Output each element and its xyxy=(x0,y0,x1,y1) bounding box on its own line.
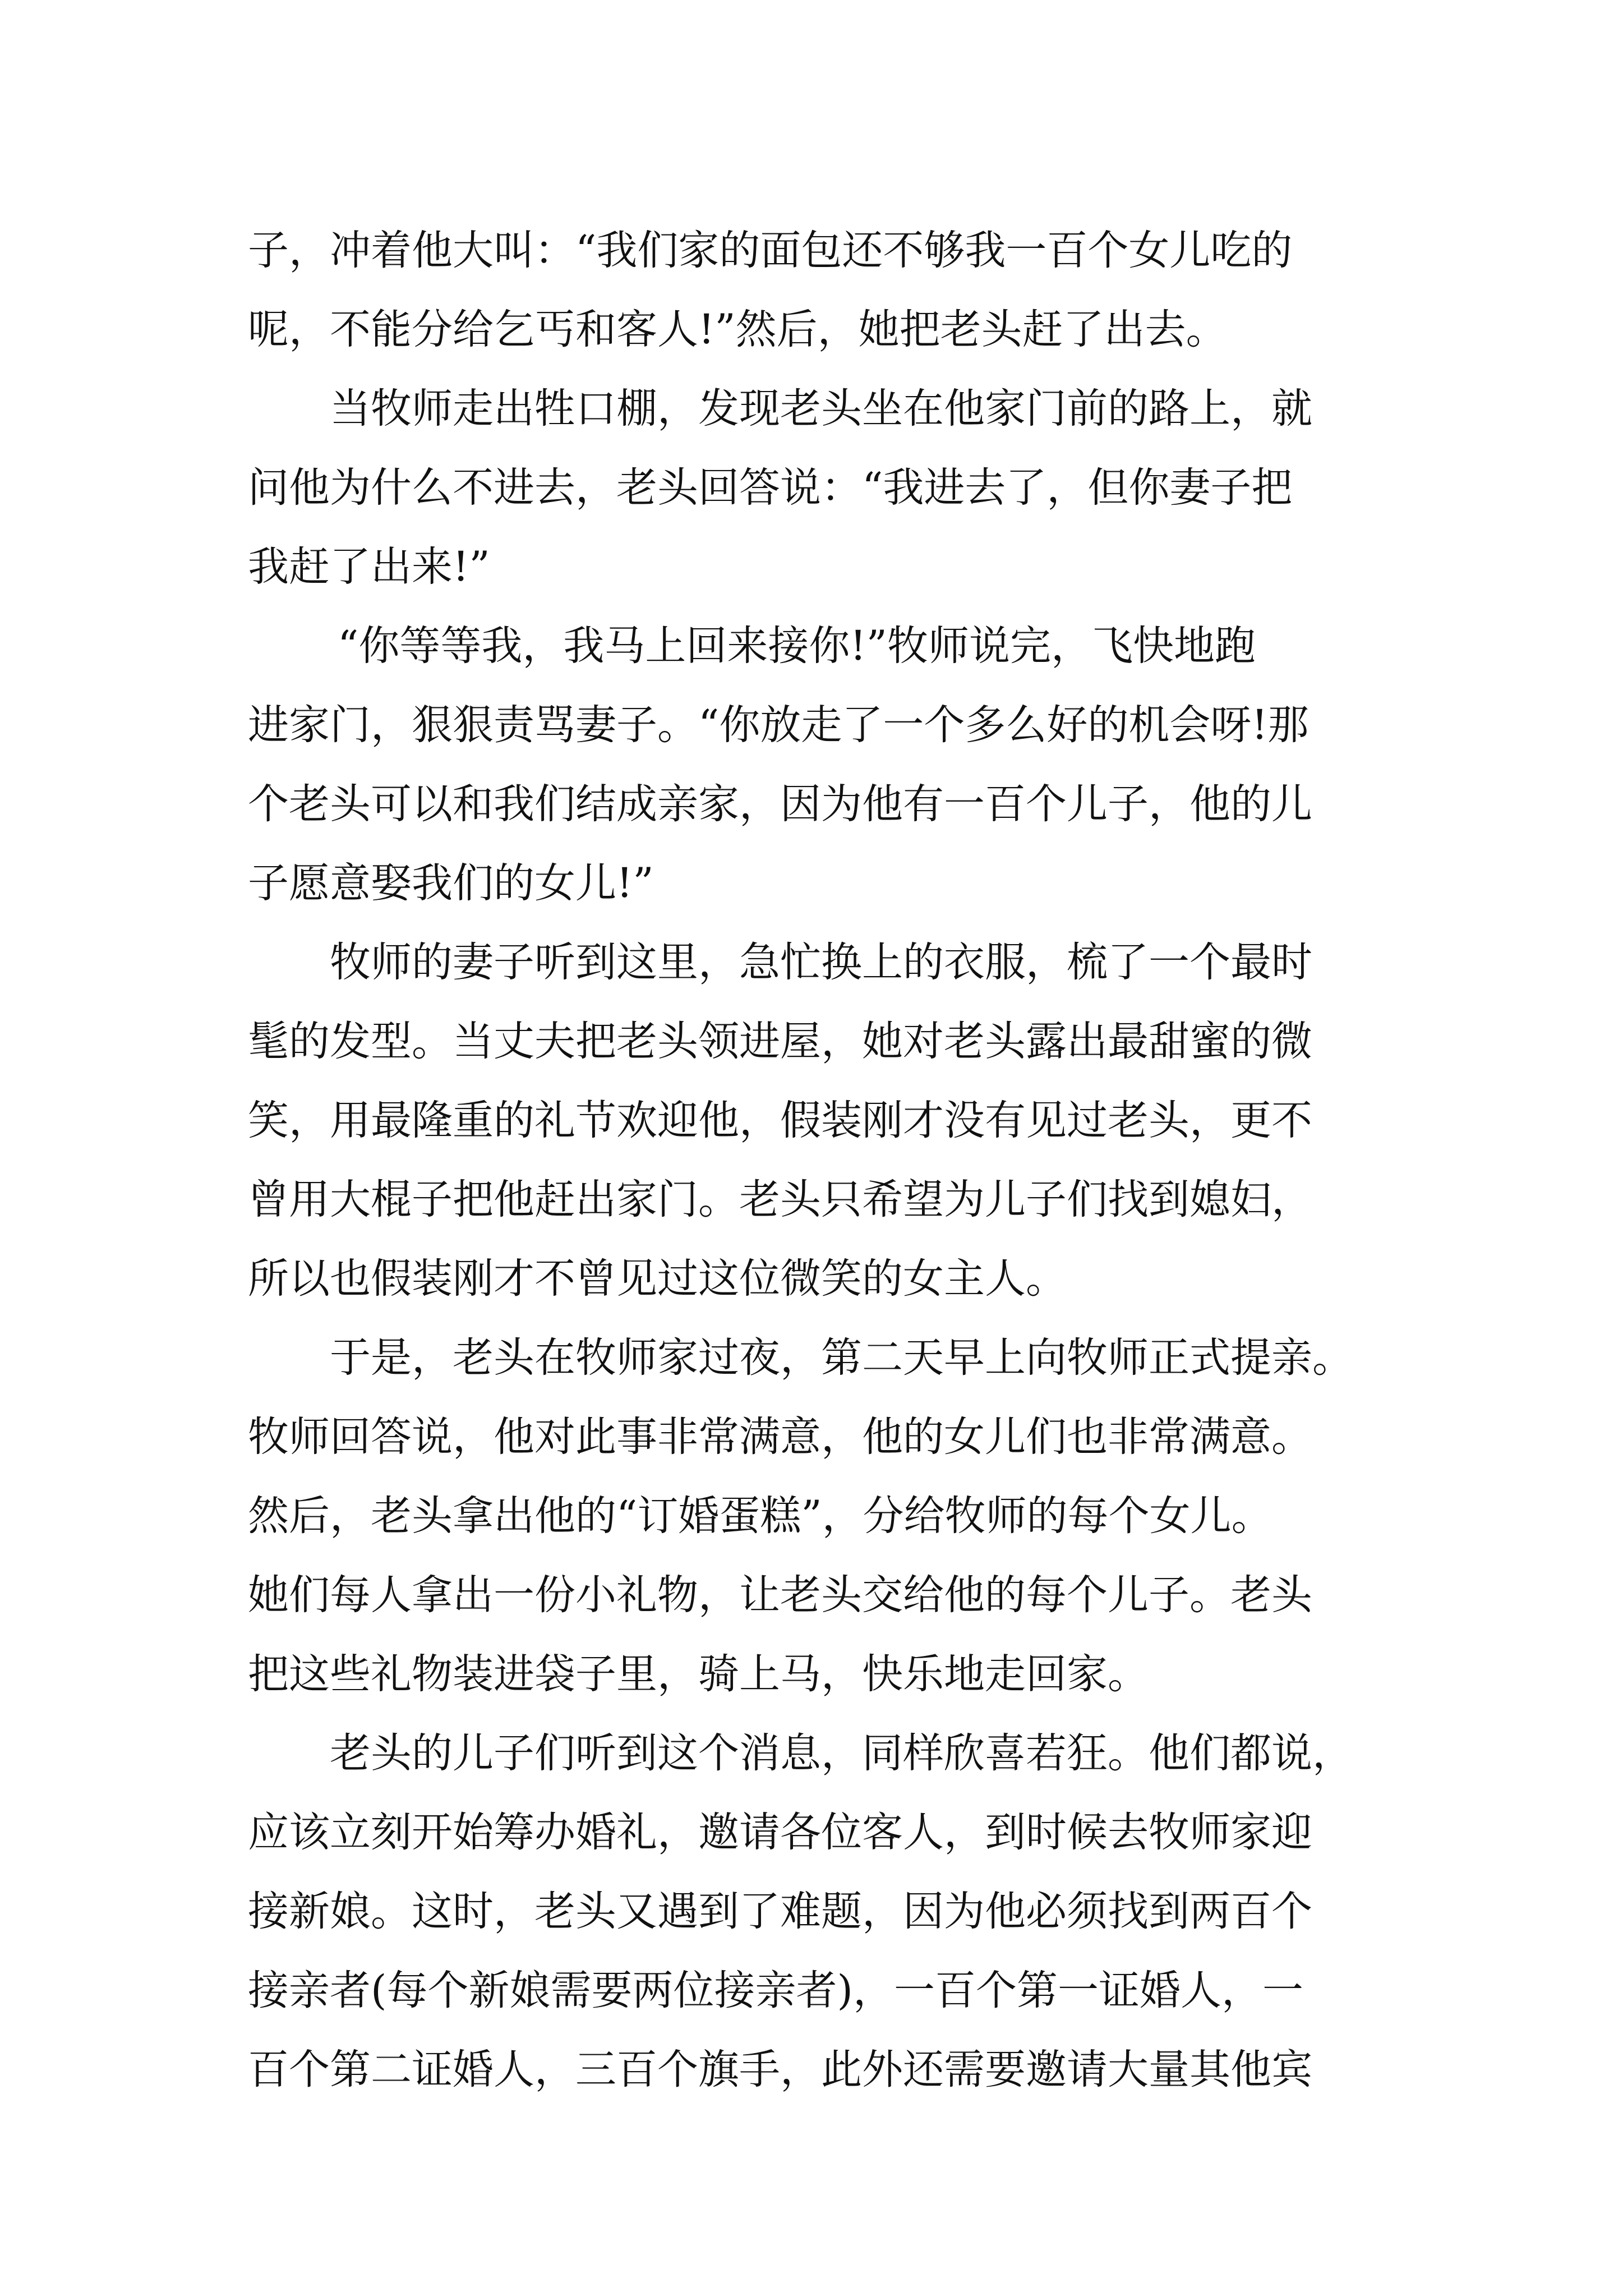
text-line: 然后，老头拿出他的“订婚蛋糕”，分给牧师的每个女儿。 xyxy=(248,1492,1272,1540)
text-line: 髦的发型。当丈夫把老头领进屋，她对老头露出最甜蜜的微 xyxy=(248,1018,1312,1065)
text-line: 接新娘。这时，老头又遇到了难题，因为他必须找到两百个 xyxy=(248,1888,1312,1935)
text-line: 应该立刻开始筹办婚礼，邀请各位客人，到时候去牧师家迎 xyxy=(248,1809,1312,1856)
text-line: 她们每人拿出一份小礼物，让老头交给他的每个儿子。老头 xyxy=(248,1571,1312,1619)
text-line: 进家门，狠狠责骂妻子。“你放走了一个多么好的机会呀!那 xyxy=(248,701,1309,749)
text-line: 百个第二证婚人，三百个旗手，此外还需要邀请大量其他宾 xyxy=(248,2046,1312,2093)
text-line: 接亲者(每个新娘需要两位接亲者)，一百个第一证婚人，一 xyxy=(248,1967,1303,2014)
paragraph-start-line: 于是，老头在牧师家过夜，第二天早上向牧师正式提亲。 xyxy=(330,1334,1353,1382)
text-line: 个老头可以和我们结成亲家，因为他有一百个儿子，他的儿 xyxy=(248,780,1312,828)
paragraph-start-line: “你等等我，我马上回来接你!”牧师说完，飞快地跑 xyxy=(338,622,1256,670)
text-line: 问他为什么不进去，老头回答说：“我进去了，但你妻子把 xyxy=(248,464,1293,512)
text-line: 子愿意娶我们的女儿!” xyxy=(248,859,654,907)
text-line: 牧师回答说，他对此事非常满意，他的女儿们也非常满意。 xyxy=(248,1413,1312,1461)
text-line: 把这些礼物装进袋子里，骑上马，快乐地走回家。 xyxy=(248,1650,1149,1698)
text-line: 我赶了出来!” xyxy=(248,543,490,591)
text-line: 呢，不能分给乞丐和客人!”然后，她把老头赶了出去。 xyxy=(248,306,1227,353)
text-line: 曾用大棍子把他赶出家门。老头只希望为儿子们找到媳妇， xyxy=(248,1176,1312,1223)
text-line: 子，冲着他大叫：“我们家的面包还不够我一百个女儿吃的 xyxy=(248,227,1293,274)
paragraph-start-line: 当牧师走出牲口棚，发现老头坐在他家门前的路上，就 xyxy=(330,385,1312,432)
text-line: 所以也假装刚才不曾见过这位微笑的女主人。 xyxy=(248,1255,1067,1303)
paragraph-start-line: 老头的儿子们听到这个消息，同样欣喜若狂。他们都说， xyxy=(330,1729,1353,1777)
text-line: 笑，用最隆重的礼节欢迎他，假装刚才没有见过老头，更不 xyxy=(248,1097,1312,1144)
body-text xyxy=(248,211,1398,2109)
paragraph-start-line: 牧师的妻子听到这里，急忙换上的衣服，梳了一个最时 xyxy=(330,938,1312,986)
